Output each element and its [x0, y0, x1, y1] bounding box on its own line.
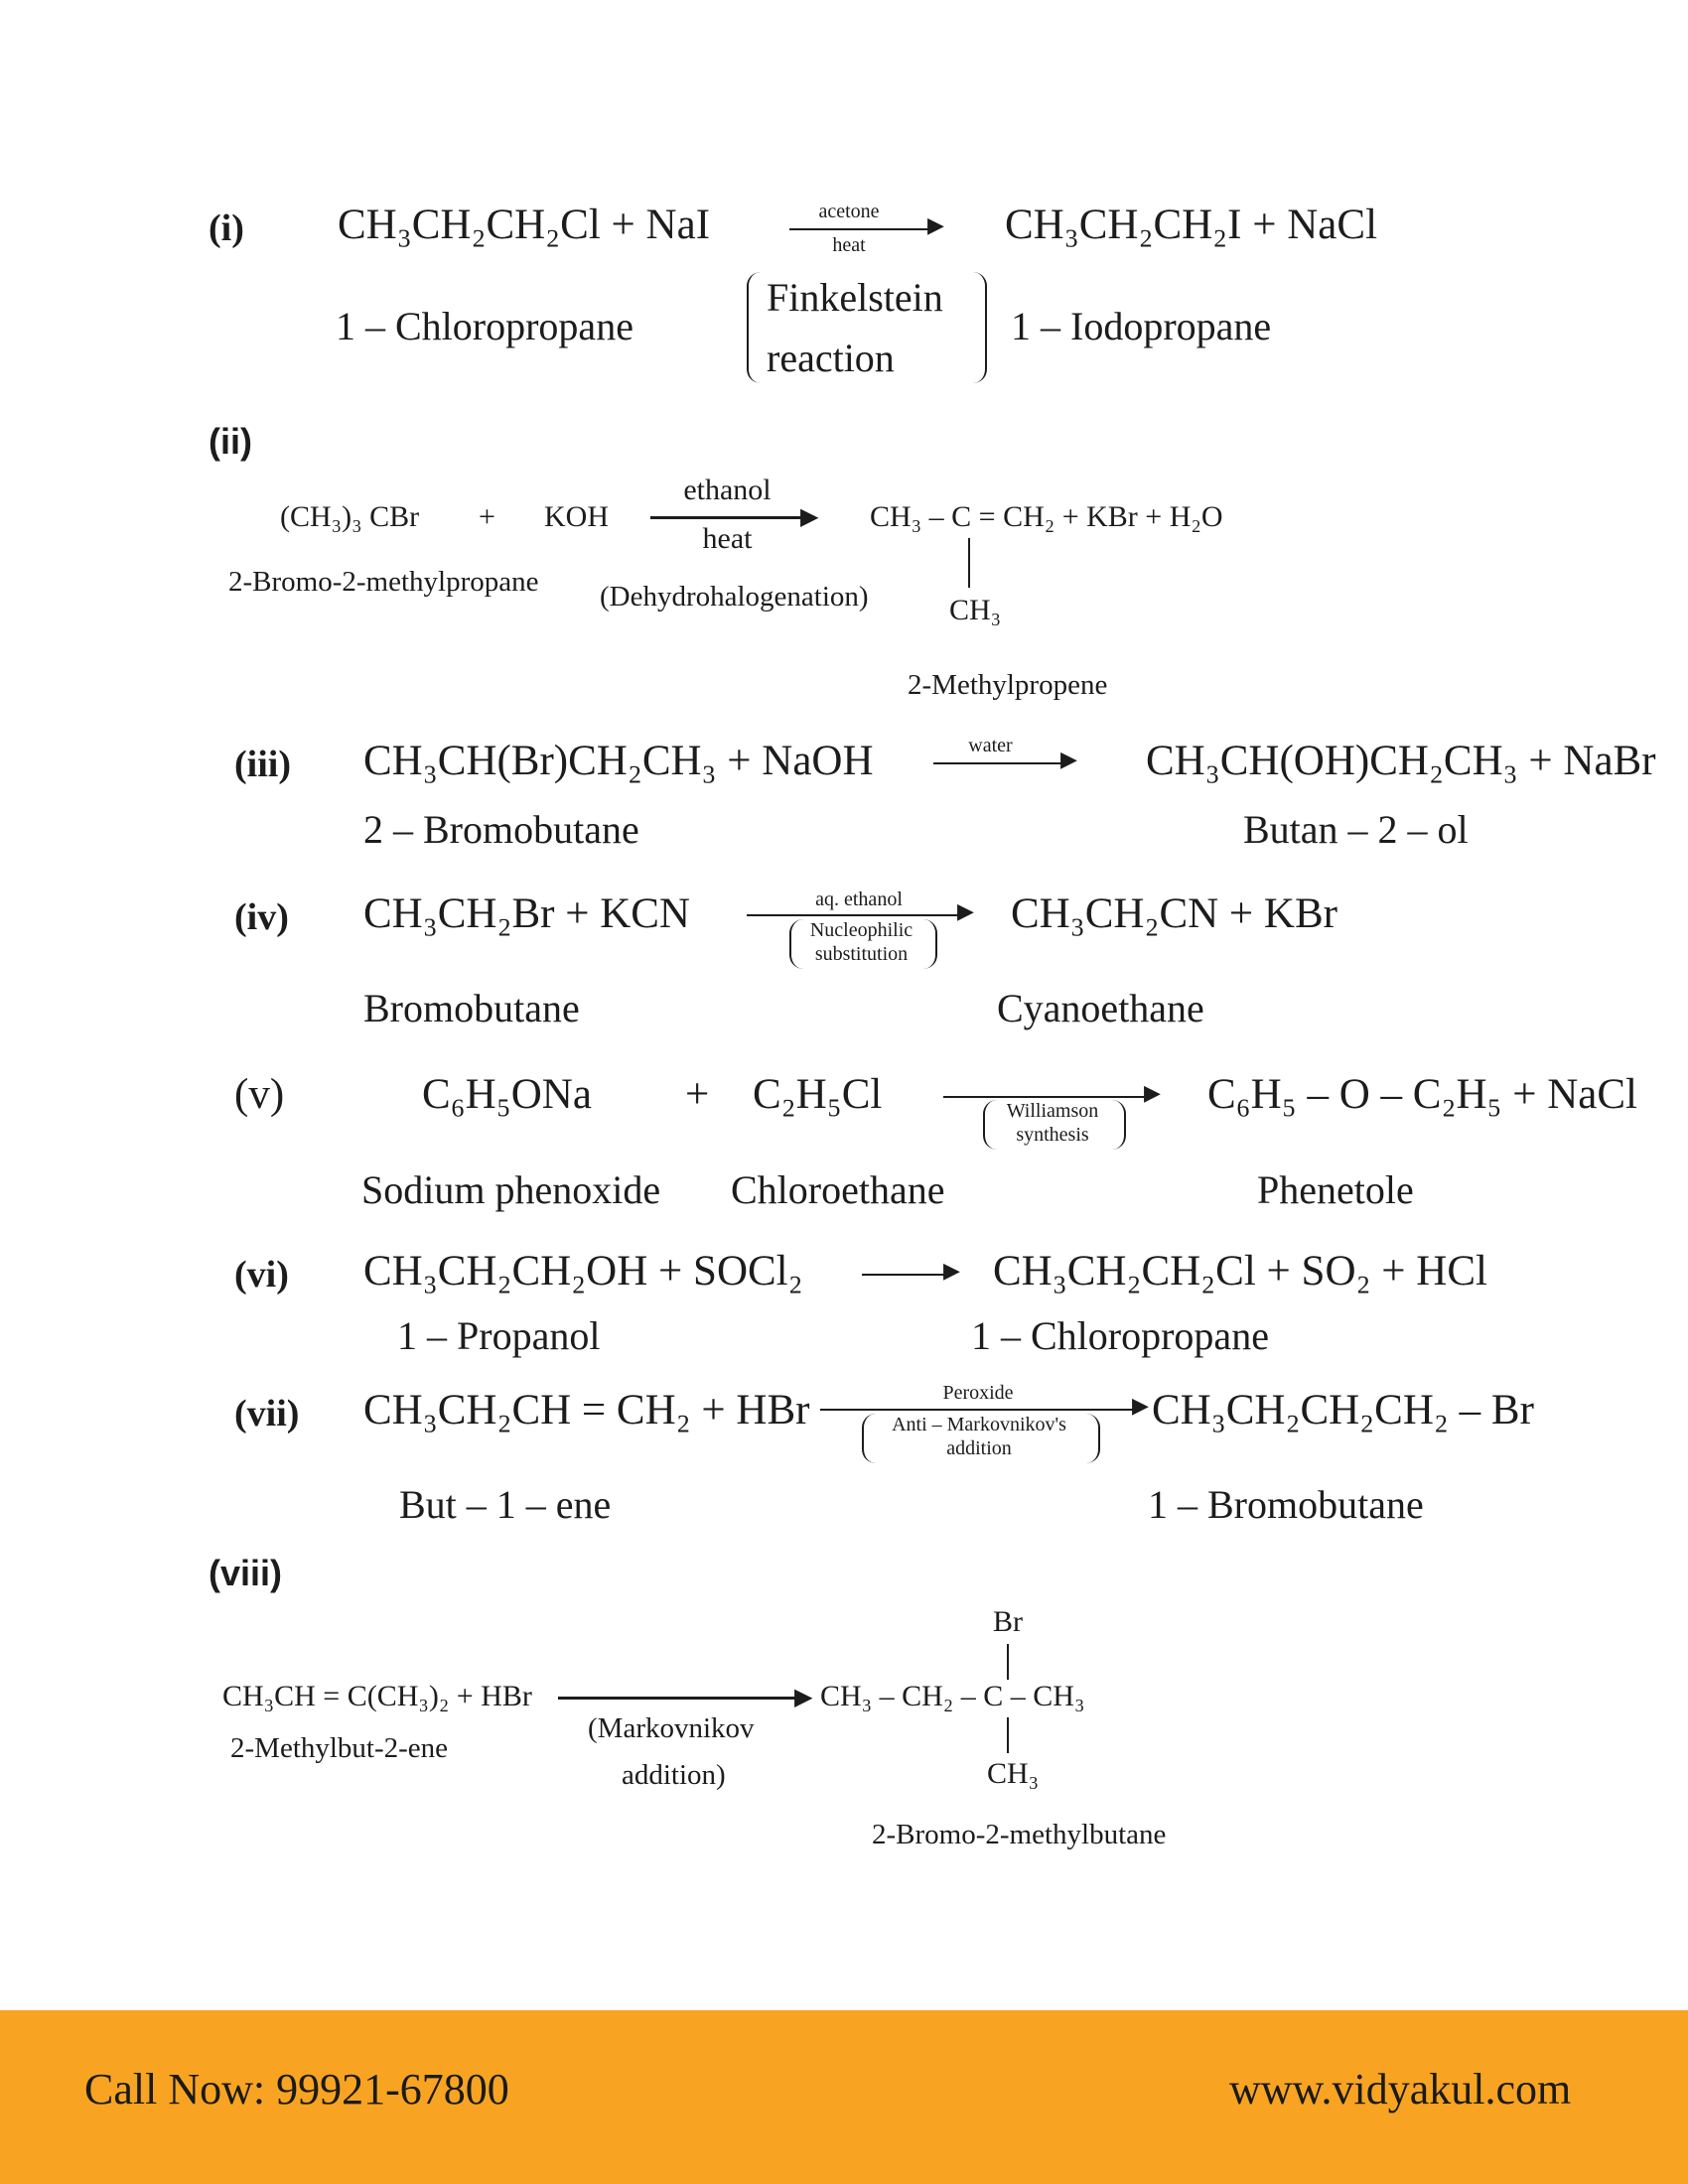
reaction-i-name-line1: Finkelstein [767, 275, 943, 320]
reaction-iv-product-name: Cyanoethane [997, 986, 1204, 1030]
reaction-label-iv: (iv) [234, 896, 289, 938]
reaction-v-condition-2: synthesis [1016, 1124, 1089, 1146]
reaction-ii-reactant-name: 2-Bromo-2-methylpropane [228, 566, 539, 598]
arrow-head-icon: ▶ [1060, 747, 1077, 771]
reaction-viii-name-line2: addition) [622, 1759, 726, 1791]
reaction-vii-reactants: CH₃CH₂CH = CH₂ + HBr [363, 1387, 810, 1433]
arrow-head-icon: ▶ [794, 1685, 813, 1710]
reaction-ii-branch: CH₃ [949, 594, 1002, 626]
reaction-viii-product-name: 2-Bromo-2-methylbutane [872, 1819, 1167, 1850]
reaction-arrow [933, 762, 1067, 764]
reaction-viii-reactant-name: 2-Methylbut-2-ene [230, 1732, 449, 1764]
reaction-iv-condition-bottom-1: Nucleophilic [809, 919, 914, 941]
bond-line [1007, 1717, 1009, 1753]
reaction-viii-products: CH₃ – CH₂ – C – CH₃ [820, 1680, 1085, 1712]
reaction-v-product-name: Phenetole [1257, 1167, 1414, 1212]
reaction-i-name-line2: reaction [767, 336, 895, 380]
arrow-head-icon: ▶ [957, 898, 974, 923]
reaction-ii-condition-top: ethanol [683, 474, 772, 506]
reaction-viii-bottom-substituent: CH₃ [987, 1757, 1040, 1790]
reaction-iii-reactant-name: 2 – Bromobutane [363, 807, 639, 852]
reaction-i-reactant-name: 1 – Chloropropane [336, 304, 633, 348]
reaction-ii-condition-bottom: heat [702, 522, 753, 555]
reaction-v-reactant1-name: Sodium phenoxide [361, 1167, 661, 1212]
reaction-arrow [943, 1096, 1152, 1098]
reaction-iii-product-name: Butan – 2 – ol [1243, 807, 1469, 852]
reaction-arrow [862, 1274, 951, 1276]
reaction-arrow [747, 914, 965, 916]
reaction-v-reactant2: C₂H₅Cl [753, 1071, 883, 1118]
arrow-head-icon: ▶ [1132, 1393, 1149, 1418]
reaction-iv-products: CH₃CH₂CN + KBr [1011, 890, 1337, 937]
reaction-vi-products: CH₃CH₂CH₂Cl + SO₂ + HCl [993, 1248, 1487, 1295]
reaction-arrow [650, 516, 809, 519]
reaction-i-products: CH₃CH₂CH₂I + NaCl [1005, 202, 1378, 248]
reaction-vii-reactant-name: But – 1 – ene [399, 1482, 612, 1527]
reaction-v-plus: + [685, 1071, 710, 1118]
reaction-vi-reactants: CH₃CH₂CH₂OH + SOCl₂ [363, 1248, 803, 1295]
reaction-label-vi: (vi) [234, 1254, 289, 1296]
reaction-label-iii: (iii) [234, 744, 291, 785]
reaction-iv-condition-bottom-2: substitution [814, 943, 909, 965]
bond-line [1007, 1644, 1009, 1680]
reaction-arrow [789, 228, 933, 230]
reaction-viii-name-line1: (Markovnikov [588, 1712, 755, 1744]
reaction-vii-condition-bottom-2: addition [946, 1437, 1012, 1459]
reaction-vii-product-name: 1 – Bromobutane [1148, 1482, 1424, 1527]
reaction-i-condition-top: acetone [818, 201, 880, 222]
reaction-iv-reactants: CH₃CH₂Br + KCN [363, 890, 690, 937]
reaction-iii-condition: water [968, 735, 1013, 756]
reaction-vii-condition-bottom-1: Anti – Markovnikov's [892, 1414, 1066, 1435]
arrow-head-icon: ▶ [943, 1258, 960, 1283]
reaction-viii-top-substituent: Br [993, 1605, 1023, 1638]
reaction-vii-condition-top: Peroxide [942, 1382, 1014, 1404]
reaction-v-reactant1: C₆H₅ONa [422, 1071, 592, 1118]
reaction-iv-reactant-name: Bromobutane [363, 986, 580, 1030]
reaction-i-product-name: 1 – Iodopropane [1011, 304, 1272, 348]
reaction-iii-products: CH₃CH(OH)CH₂CH₃ + NaBr [1146, 738, 1656, 784]
footer-bar [0, 2010, 1688, 2184]
arrow-head-icon: ▶ [927, 212, 944, 237]
reaction-ii-product-name: 2-Methylpropene [908, 669, 1108, 701]
reaction-ii-reactant1: (CH₃)₃ CBr [280, 500, 420, 533]
reaction-vii-products: CH₃CH₂CH₂CH₂ – Br [1152, 1387, 1534, 1433]
reaction-arrow [558, 1697, 806, 1700]
reaction-i-reactants: CH₃CH₂CH₂Cl + NaI [338, 202, 711, 248]
reaction-iv-condition-top: aq. ethanol [815, 888, 903, 910]
reaction-v-reactant2-name: Chloroethane [731, 1167, 945, 1212]
reaction-label-i: (i) [209, 207, 244, 249]
reaction-label-viii: (viii) [209, 1553, 283, 1593]
reaction-iii-reactants: CH₃CH(Br)CH₂CH₃ + NaOH [363, 738, 874, 784]
reaction-label-v: (v) [234, 1071, 285, 1118]
arrow-head-icon: ▶ [1144, 1080, 1161, 1105]
bond-line [968, 538, 970, 588]
reaction-label-vii: (vii) [234, 1393, 300, 1434]
footer-website-link[interactable]: www.vidyakul.com [1229, 2065, 1572, 2114]
reaction-ii-plus: + [479, 500, 495, 533]
reaction-v-condition-1: Williamson [1006, 1100, 1099, 1122]
footer-phone[interactable]: Call Now: 99921-67800 [84, 2065, 509, 2114]
reaction-i-condition-bottom: heat [832, 234, 866, 256]
reaction-label-ii: (ii) [209, 421, 252, 462]
reaction-ii-products: CH₃ – C = CH₂ + KBr + H₂O [870, 500, 1223, 533]
reaction-vi-reactant-name: 1 – Propanol [397, 1313, 601, 1358]
reaction-ii-reactant2: KOH [544, 500, 609, 533]
reaction-ii-reaction-name: (Dehydrohalogenation) [600, 581, 869, 613]
reaction-viii-reactants: CH₃CH = C(CH₃)₂ + HBr [222, 1680, 532, 1712]
reaction-v-products: C₆H₅ – O – C₂H₅ + NaCl [1207, 1071, 1638, 1118]
reaction-arrow [820, 1409, 1140, 1411]
reaction-vi-product-name: 1 – Chloropropane [971, 1313, 1269, 1358]
arrow-head-icon: ▶ [800, 504, 819, 530]
